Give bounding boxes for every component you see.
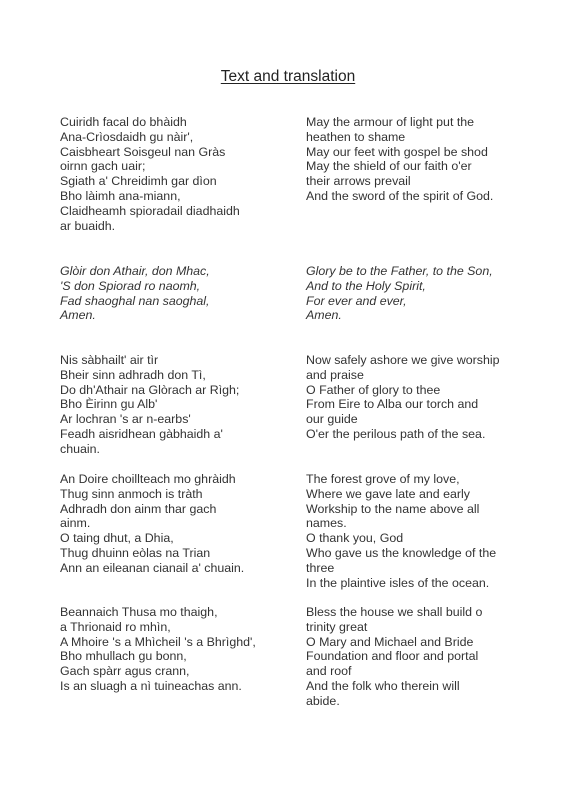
text-line: Do dh'Athair na Glòrach ar Rìgh;: [60, 382, 240, 397]
text-line: Now safely ashore we give worship: [306, 353, 500, 367]
text-line: O Mary and Michael and Bride: [306, 634, 474, 649]
text-line: ar buaidh.: [60, 218, 116, 233]
text-line: Adhradh don ainm thar gach: [60, 501, 217, 516]
text-line: names.: [306, 516, 347, 531]
stanza-3-english: [306, 353, 546, 442]
text-line: Glòir don Athair, don Mhac,: [60, 264, 210, 278]
stanza-1-english: [306, 115, 546, 204]
stanza-4-gaelic: [60, 472, 288, 576]
stanza-5-gaelic: [60, 605, 288, 694]
text-line: Where we gave late and early: [306, 486, 470, 501]
text-line: Ana-Crìosdaidh gu nàir',: [60, 129, 194, 144]
text-line: Amen.: [306, 308, 342, 323]
text-line: Sgiath a' Chreidimh gar dìon: [60, 174, 217, 189]
text-line: three: [306, 560, 335, 575]
text-line: May our feet with gospel be shod: [306, 144, 488, 159]
text-line: And the sword of the spirit of God.: [306, 188, 494, 203]
text-line: trinity great: [306, 619, 368, 634]
text-line: and praise: [306, 367, 364, 382]
text-line: For ever and ever,: [306, 293, 407, 308]
text-line: abide.: [306, 693, 340, 708]
text-line: Is an sluagh a nì tuineachas ann.: [60, 678, 242, 693]
text-line: and roof: [306, 664, 352, 679]
text-line: Bho làimh ana-miann,: [60, 188, 181, 203]
text-line: a Thrionaid ro mhìn,: [60, 619, 171, 634]
stanza-3-gaelic: [60, 353, 288, 457]
stanza-5-english: [306, 605, 546, 709]
text-line: O thank you, God: [306, 531, 404, 546]
text-line: O'er the perilous path of the sea.: [306, 426, 486, 441]
text-line: In the plaintive isles of the ocean.: [306, 575, 490, 590]
text-line: Thug sinn anmoch is tràth: [60, 486, 203, 501]
stanza-2-gaelic: [60, 264, 288, 323]
text-line: Bless the house we shall build o: [306, 605, 483, 619]
text-line: Ann an eileanan cianail a' chuain.: [60, 560, 245, 575]
text-line: Gach spàrr agus crann,: [60, 664, 190, 679]
stanza-2-english: [306, 264, 546, 323]
text-line: our guide: [306, 412, 358, 427]
text-line: chuain.: [60, 441, 100, 456]
text-line: Bho Èirinn gu Alb': [60, 397, 158, 412]
text-line: O Father of glory to thee: [306, 382, 441, 397]
text-line: Foundation and floor and portal: [306, 649, 479, 664]
text-line: heathen to shame: [306, 129, 406, 144]
text-line: Cuiridh facal do bhàidh: [60, 115, 187, 129]
text-line: Feadh aisridhean gàbhaidh a': [60, 426, 223, 441]
stanza-1-gaelic: [60, 115, 288, 233]
text-line: The forest grove of my love,: [306, 472, 460, 486]
text-line: Claidheamh spioradail diadhaidh: [60, 203, 240, 218]
text-line: oirnn gach uair;: [60, 159, 146, 174]
text-line: From Eire to Alba our torch and: [306, 397, 479, 412]
text-line: May the armour of light put the: [306, 115, 475, 129]
text-line: And to the Holy Spirit,: [306, 278, 426, 293]
text-line: Who gave us the knowledge of the: [306, 545, 497, 560]
text-line: Bho mhullach gu bonn,: [60, 649, 187, 664]
text-line: Amen.: [60, 308, 96, 323]
text-line: Ar lochran 's ar n-earbs': [60, 412, 191, 427]
text-line: Bheir sinn adhradh don Tì,: [60, 367, 206, 382]
text-line: Workship to the name above all: [306, 501, 480, 516]
text-line: And the folk who therein will: [306, 678, 460, 693]
text-line: 'S don Spiorad ro naomh,: [60, 278, 201, 293]
stanza-4-english: [306, 472, 546, 590]
text-line: O taing dhut, a Dhia,: [60, 531, 174, 546]
text-line: Glory be to the Father, to the Son,: [306, 264, 493, 278]
text-line: An Doire choillteach mo ghràidh: [60, 472, 236, 486]
text-line: Nis sàbhailt' air tìr: [60, 353, 159, 367]
text-line: Beannaich Thusa mo thaigh,: [60, 605, 218, 619]
text-line: Fad shaoghal nan saoghal,: [60, 293, 210, 308]
page-title: Text and translation: [220, 68, 356, 85]
text-line: May the shield of our faith o'er: [306, 159, 472, 174]
text-line: ainm.: [60, 516, 91, 531]
text-line: Thug dhuinn eòlas na Trian: [60, 545, 211, 560]
text-line: A Mhoire 's a Mhìcheil 's a Bhrìghd',: [60, 634, 256, 649]
text-line: Caisbheart Soisgeul nan Gràs: [60, 144, 226, 159]
text-line: their arrows prevail: [306, 174, 411, 189]
